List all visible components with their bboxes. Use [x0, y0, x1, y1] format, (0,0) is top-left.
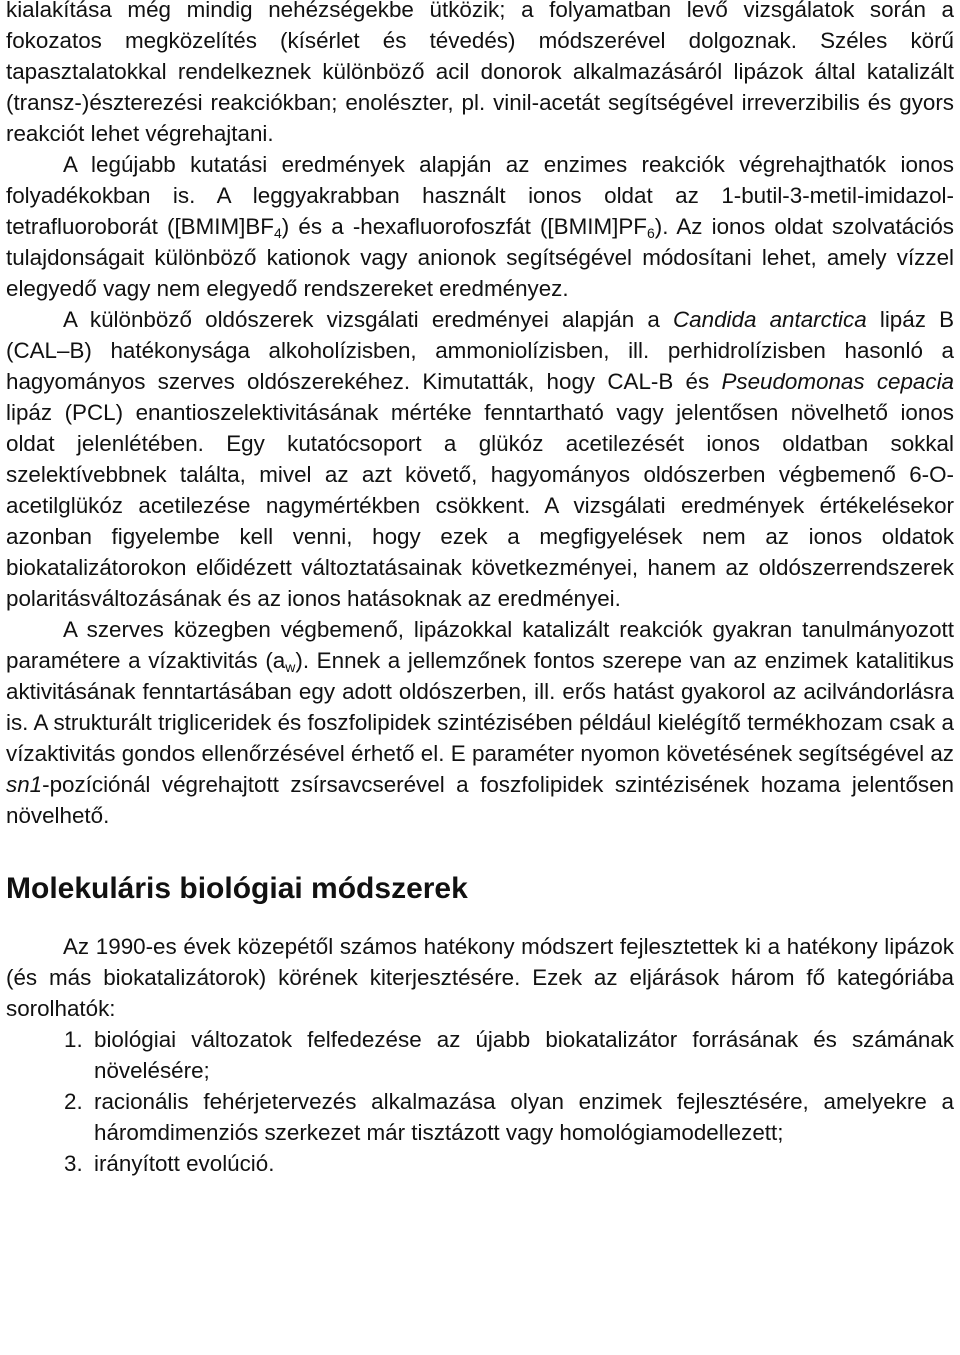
species-candida: Candida antarctica [673, 307, 867, 332]
section-body [6, 0, 954, 831]
section-heading: Molekuláris biológiai módszerek [6, 872, 468, 905]
list-text: racionális fehérjetervezés alkalmazása olyan enzimek fejlesztésére, amelyekre a háromdimenziós szerkezet már tisztázott vagy homológiamodellezett; [94, 1089, 954, 1145]
list-number: 2. [64, 1089, 83, 1114]
list-item [64, 1148, 954, 1179]
subscript-w: w [285, 659, 296, 675]
paragraph-2-part-c: ). Az ionos oldat szolvatációs tulajdonságait különböző kationok vagy anionok segítségével módosítani lehet, amely vízzel elegyedő vagy nem elegyedő rendszereket eredményez. [6, 214, 954, 301]
subscript-6: 6 [646, 225, 655, 241]
list-text: biológiai változatok felfedezése az újabb biokatalizátor forrásának és számának növelésére; [94, 1027, 954, 1083]
paragraph-3-part-c: lipáz (PCL) enantioszelektivitásának mértéke fenntartható vagy jelentősen növelhető ionos oldat jelenlétében. Egy kutatócsoport a glükóz acetilezését ionos oldatban sokkal szelektívebbnek találta, mivel az azt követő, hagyományos oldószerben végbemenő 6-O-acetilglükóz acetilezése nagymértékben csökkent. A vizsgálati eredmények értékelésekor azonban figyelembe kell venni, hogy ezek a megfigyelések nem az ionos oldatok biokatalizátorokon előidézett változtatásainak következményei, hanem az oldószerrendszerek polaritásváltozásának és az ionos hatásoknak az eredményei. [6, 400, 954, 611]
paragraph-4-part-a: A szerves közegben végbemenő, lipázokkal katalizált reakciók gyakran tanulmányozott paramétere a vízaktivitás (a [6, 617, 954, 673]
term-sn1: sn1 [6, 772, 43, 797]
paragraph-2-part-a: A legújabb kutatási eredmények alapján az enzimes reakciók végrehajthatók ionos folyadékokban is. A leggyakrabban használt ionos oldat az 1-butil-3-metil-imidazol-tetrafluoroborát ([BMIM]BF [6, 152, 954, 239]
list-number: 3. [64, 1151, 83, 1176]
paragraph-4 [6, 614, 954, 831]
list-item [64, 1024, 954, 1086]
intro-paragraph: Az 1990-es évek közepétől számos hatékony módszert fejlesztettek ki a hatékony lipázok (és más biokatalizátorok) körének kiterjesztésére. Ezek az eljárások három fő kategóriába sorolhatók: [6, 934, 954, 1021]
paragraph-1: kialakítása még mindig nehézségekbe ütközik; a folyamatban levő vizsgálatok során a fokozatos megközelítés (kísérlet és tévedés) módszerével dolgoznak. Széles körű tapasztalatokkal rendelkeznek különböző acil donorok alkalmazásáról lipázok által katalizált (transz-)észterezési reakciókban; enolészter, pl. vinil-acetát segítségével irreverzibilis és gyors reakciót lehet végrehajtani. [6, 0, 954, 146]
paragraph-3-part-b: lipáz B (CAL–B) hatékonysága alkoholízisben, ammoniolízisben, ill. perhidrolízisben hasonló a hagyományos szerves oldószerekéhez. Kimutatták, hogy CAL-B és [6, 307, 954, 394]
paragraph-3-part-a: A különböző oldószerek vizsgálati eredményei alapján a [63, 307, 674, 332]
subscript-4: 4 [273, 225, 282, 241]
list-number: 1. [64, 1027, 83, 1052]
paragraph-2 [6, 149, 954, 304]
list-text: irányított evolúció. [94, 1151, 275, 1176]
paragraph-4-part-c: -pozíciónál végrehajtott zsírsavcserével a foszfolipidek szintézisének hozama jelentősen növelhető. [6, 772, 954, 828]
paragraph-4-part-b: ). Ennek a jellemzőnek fontos szerepe van az enzimek katalitikus aktivitásának fenntartásában egy adott oldószerben, ill. erős hatást gyakorol az acilvándorlásra is. A strukturált trigliceridek és foszfolipidek szintézisében például kielégítő termékhozam csak a vízaktivitás gondos ellenőrzésével érhető el. E paraméter nyomon követésének segítségével az [6, 648, 954, 766]
paragraph-3 [6, 304, 954, 614]
paragraph-2-part-b: ) és a -hexafluorofoszfát ([BMIM]PF [281, 214, 647, 239]
species-pseudomonas: Pseudomonas cepacia [721, 369, 954, 394]
list-item [64, 1086, 954, 1148]
method-list [6, 1024, 954, 1179]
